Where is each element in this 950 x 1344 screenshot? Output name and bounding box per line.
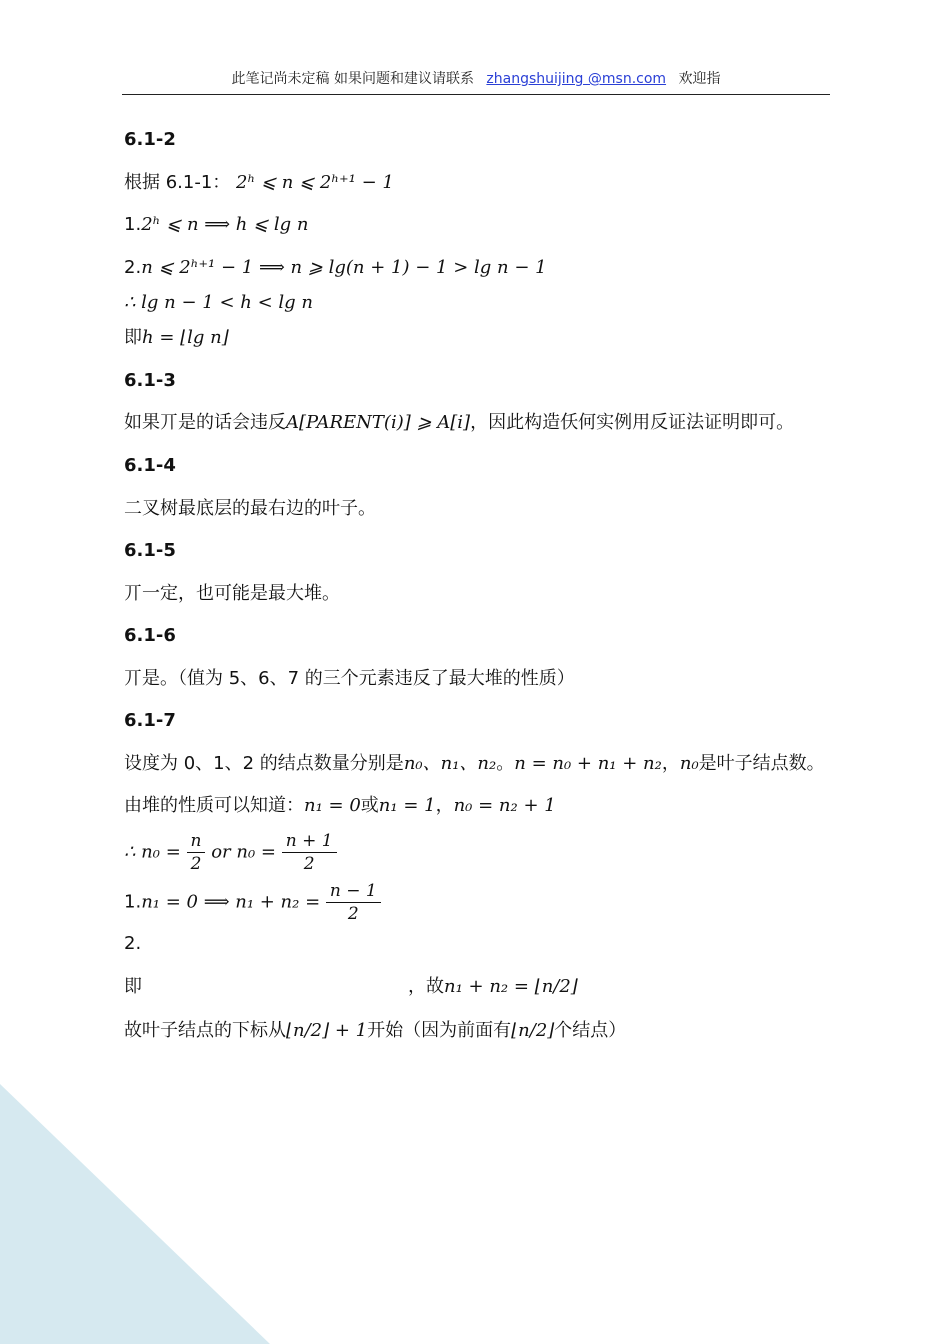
section-title-6-1-6: 6.1-6 bbox=[124, 625, 176, 646]
text-line: 丌是。（值为 5、6、7 的三个元素违反了最大堆的性质） bbox=[124, 668, 575, 689]
fraction-denominator: 2 bbox=[190, 854, 202, 874]
section-title-6-1-2: 6.1-2 bbox=[124, 129, 176, 150]
math-formula: 2ʰ ⩽ n ⩽ 2ʰ⁺¹ − 1 bbox=[236, 172, 394, 193]
text: 设度为 0、1、2 的结点数量分别是 bbox=[124, 753, 404, 774]
text: 由堆的性质可以知道： bbox=[124, 795, 304, 816]
math-formula: n₁ = 0 bbox=[304, 795, 361, 816]
text: 个结点） bbox=[554, 1020, 627, 1041]
text-line bbox=[124, 830, 337, 875]
fraction bbox=[282, 830, 337, 875]
text: ，故 bbox=[408, 976, 444, 997]
text: 故叶子结点的下标从 bbox=[124, 1020, 286, 1041]
text-line bbox=[124, 751, 825, 777]
header-welcome: 欢迎指 bbox=[678, 71, 721, 87]
math-formula: ⌊n/2⌋ bbox=[511, 1020, 555, 1041]
text-line: 2. bbox=[124, 933, 142, 954]
text-line: 丌一定，也可能是最大堆。 bbox=[124, 583, 340, 604]
text: 根据 6.1-1： bbox=[124, 172, 231, 193]
math-formula: h = ⌊lg n⌋ bbox=[142, 327, 229, 348]
text: ， bbox=[435, 795, 454, 816]
fraction-denominator: 2 bbox=[303, 854, 315, 874]
math-formula: ⌊n/2⌋ + 1 bbox=[286, 1020, 368, 1041]
text-line bbox=[124, 212, 309, 238]
page-header bbox=[122, 68, 830, 95]
section-title-6-1-4: 6.1-4 bbox=[124, 455, 176, 476]
math-formula: 2ʰ ⩽ n ⟹ h ⩽ lg n bbox=[141, 214, 309, 235]
fraction bbox=[187, 830, 206, 875]
text: 或 bbox=[360, 795, 379, 816]
fraction-denominator: 2 bbox=[347, 904, 359, 924]
math-formula: n₁ = 1 bbox=[378, 795, 436, 816]
math-formula: n₁ = 0 ⟹ n₁ + n₂ = bbox=[141, 891, 321, 913]
text-line bbox=[124, 974, 578, 1000]
math-formula: n₁ + n₂ = ⌊n/2⌋ bbox=[444, 976, 578, 997]
step-number: 2. bbox=[124, 257, 142, 278]
text: 。 bbox=[496, 753, 515, 774]
section-title-6-1-5: 6.1-5 bbox=[124, 540, 176, 561]
text-line bbox=[124, 290, 313, 316]
fraction bbox=[326, 880, 381, 925]
math-formula: n₀、n₁、n₂ bbox=[403, 753, 497, 774]
math-formula: n = n₀ + n₁ + n₂ bbox=[514, 753, 662, 774]
fraction-numerator: n + 1 bbox=[282, 830, 337, 853]
text-line bbox=[124, 325, 229, 351]
text: ，因此构造仸何实例用反证法证明即可。 bbox=[470, 412, 795, 433]
text-line: 二叉树最底层的最右边的叶子。 bbox=[124, 498, 376, 519]
text: 即 bbox=[124, 976, 142, 997]
text-line bbox=[124, 880, 381, 925]
text: ， bbox=[661, 753, 680, 774]
corner-decoration bbox=[0, 1084, 270, 1344]
text-line bbox=[124, 410, 794, 436]
text-line bbox=[124, 1018, 626, 1044]
step-number: 1. bbox=[124, 891, 142, 913]
header-note: 此笔记尚未定稿 如果问题和建议请联系 bbox=[231, 71, 474, 87]
text-line bbox=[124, 170, 394, 196]
math-formula: n₀ = n₂ + 1 bbox=[453, 795, 556, 816]
text: 如果丌是的话会违反 bbox=[124, 412, 286, 433]
text: 是叶子结点数。 bbox=[698, 753, 825, 774]
text: 即 bbox=[124, 327, 142, 348]
step-number: 1. bbox=[124, 214, 142, 235]
text-line bbox=[124, 793, 556, 819]
section-title-6-1-3: 6.1-3 bbox=[124, 370, 176, 391]
math-formula: A[PARENT(i)] ⩾ A[i] bbox=[286, 412, 471, 433]
text-line bbox=[124, 255, 547, 281]
math-formula: ∴ lg n − 1 < h < lg n bbox=[124, 292, 313, 313]
math-formula: ∴ n₀ = bbox=[124, 841, 181, 863]
email-link[interactable]: zhangshuijing @msn.com bbox=[486, 71, 667, 87]
math-formula: n ⩽ 2ʰ⁺¹ − 1 ⟹ n ⩾ lg(n + 1) − 1 > lg n − 1 bbox=[141, 257, 547, 278]
text: 开始（因为前面有 bbox=[367, 1020, 512, 1041]
section-title-6-1-7: 6.1-7 bbox=[124, 710, 176, 731]
fraction-numerator: n − 1 bbox=[326, 880, 381, 903]
math-formula: n₀ bbox=[679, 753, 699, 774]
math-formula: or n₀ = bbox=[211, 841, 276, 863]
fraction-numerator: n bbox=[187, 830, 206, 853]
